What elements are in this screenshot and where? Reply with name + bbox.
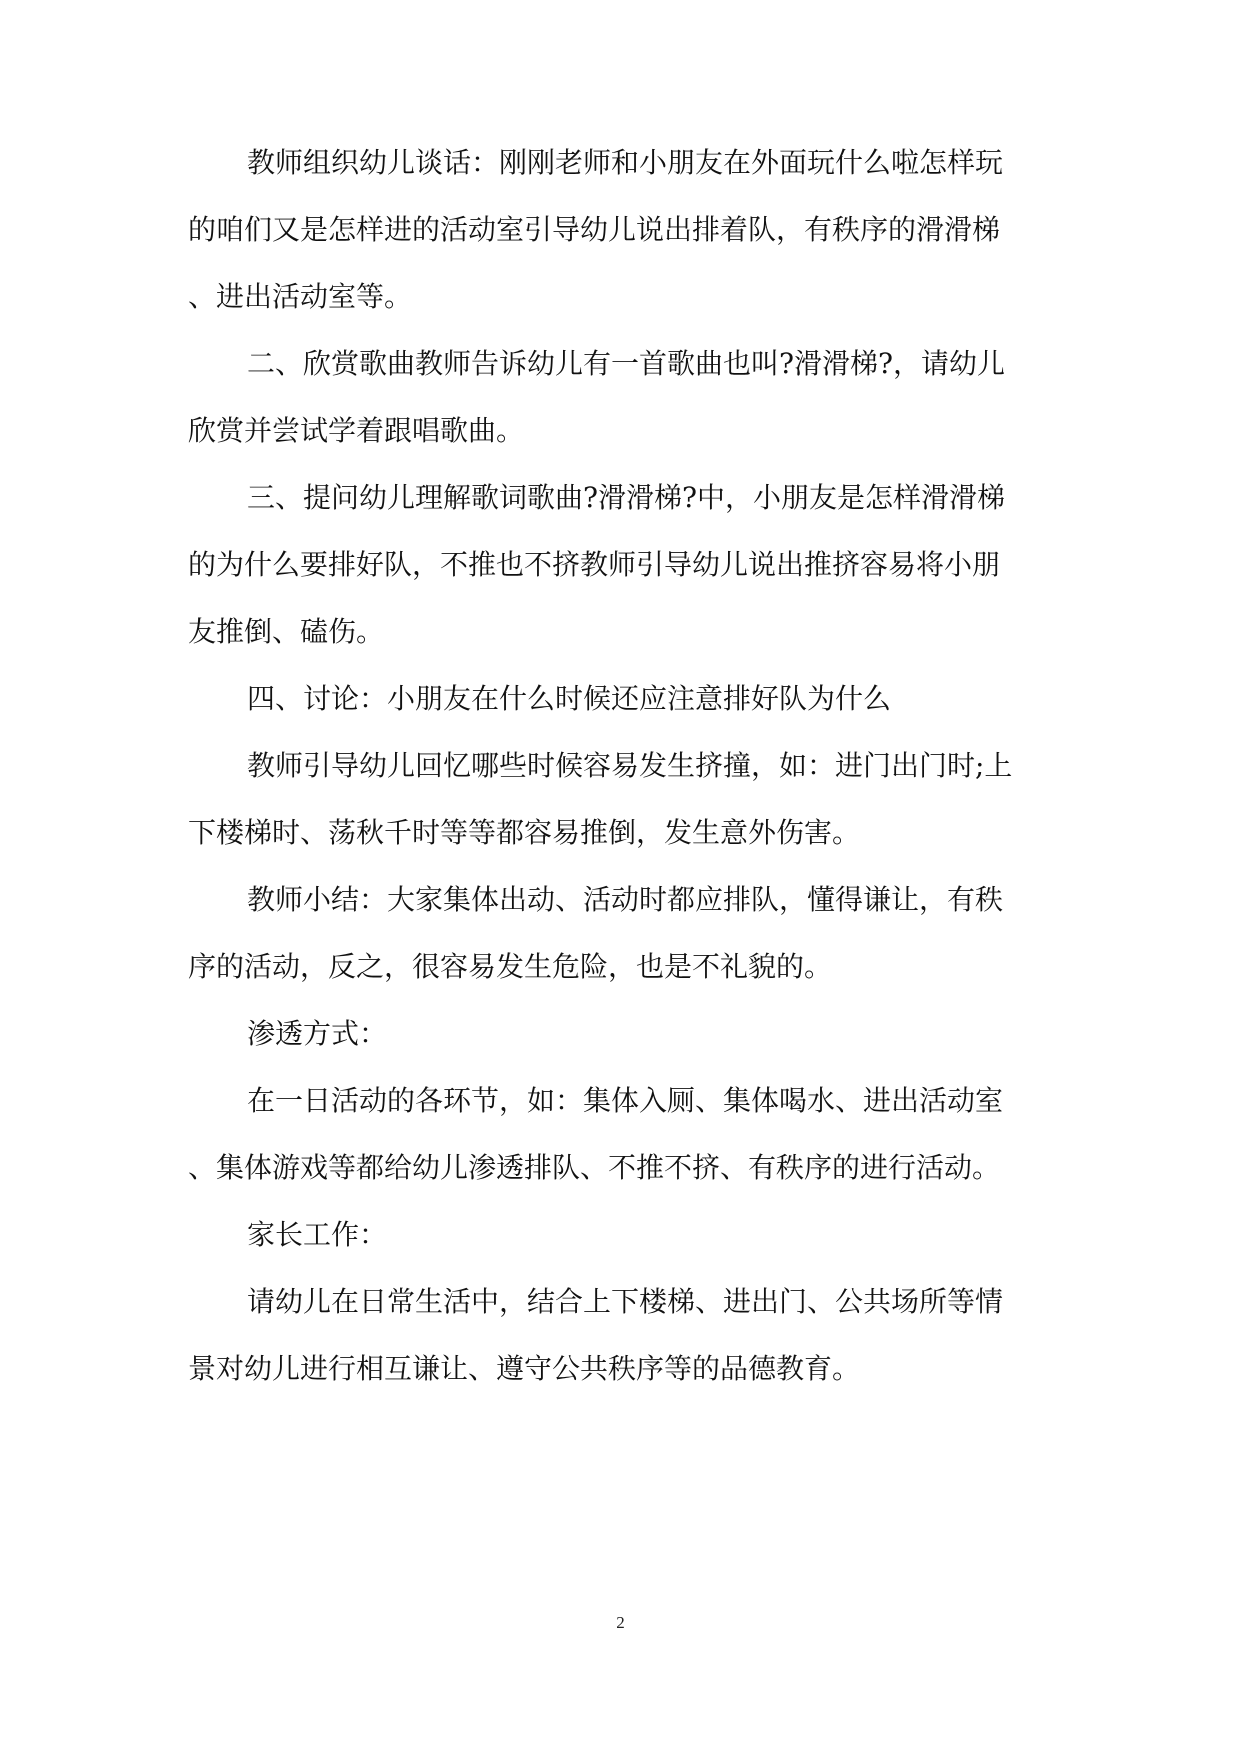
text-line-1: 教师组织幼儿谈话：刚刚老师和小朋友在外面玩什么啦怎样玩 (247, 146, 1004, 179)
text-line-9: 四、讨论：小朋友在什么时候还应注意排好队为什么 (247, 682, 892, 715)
text-line-4: 二、欣赏歌曲教师告诉幼儿有一首歌曲也叫?滑滑梯?，请幼儿 (247, 347, 1006, 380)
text-line-7: 的为什么要排好队，不推也不挤教师引导幼儿说出推挤容易将小朋 (188, 548, 1001, 581)
text-line-13: 序的活动，反之，很容易发生危险，也是不礼貌的。 (188, 950, 833, 983)
text-line-11: 下楼梯时、荡秋千时等等都容易推倒，发生意外伤害。 (188, 816, 861, 849)
page-number: 2 (616, 1613, 625, 1632)
text-line-18: 请幼儿在日常生活中，结合上下楼梯、进出门、公共场所等情 (247, 1285, 1004, 1318)
text-line-6: 三、提问幼儿理解歌词歌曲?滑滑梯?中，小朋友是怎样滑滑梯 (247, 481, 1006, 514)
text-line-16: 、集体游戏等都给幼儿渗透排队、不推不挤、有秩序的进行活动。 (188, 1151, 1001, 1184)
text-line-8: 友推倒、磕伤。 (188, 615, 385, 648)
text-line-5: 欣赏并尝试学着跟唱歌曲。 (188, 414, 525, 447)
text-line-19: 景对幼儿进行相互谦让、遵守公共秩序等的品德教育。 (188, 1352, 861, 1385)
text-line-14: 渗透方式： (247, 1017, 388, 1050)
text-line-10: 教师引导幼儿回忆哪些时候容易发生挤撞，如：进门出门时;上 (247, 749, 1013, 782)
text-line-2: 的咱们又是怎样进的活动室引导幼儿说出排着队，有秩序的滑滑梯 (188, 213, 1001, 246)
text-line-3: 、进出活动室等。 (188, 280, 413, 313)
text-line-12: 教师小结：大家集体出动、活动时都应排队，懂得谦让，有秩 (247, 883, 1004, 916)
text-line-15: 在一日活动的各环节，如：集体入厕、集体喝水、进出活动室 (247, 1084, 1004, 1117)
text-line-17: 家长工作： (247, 1218, 388, 1251)
